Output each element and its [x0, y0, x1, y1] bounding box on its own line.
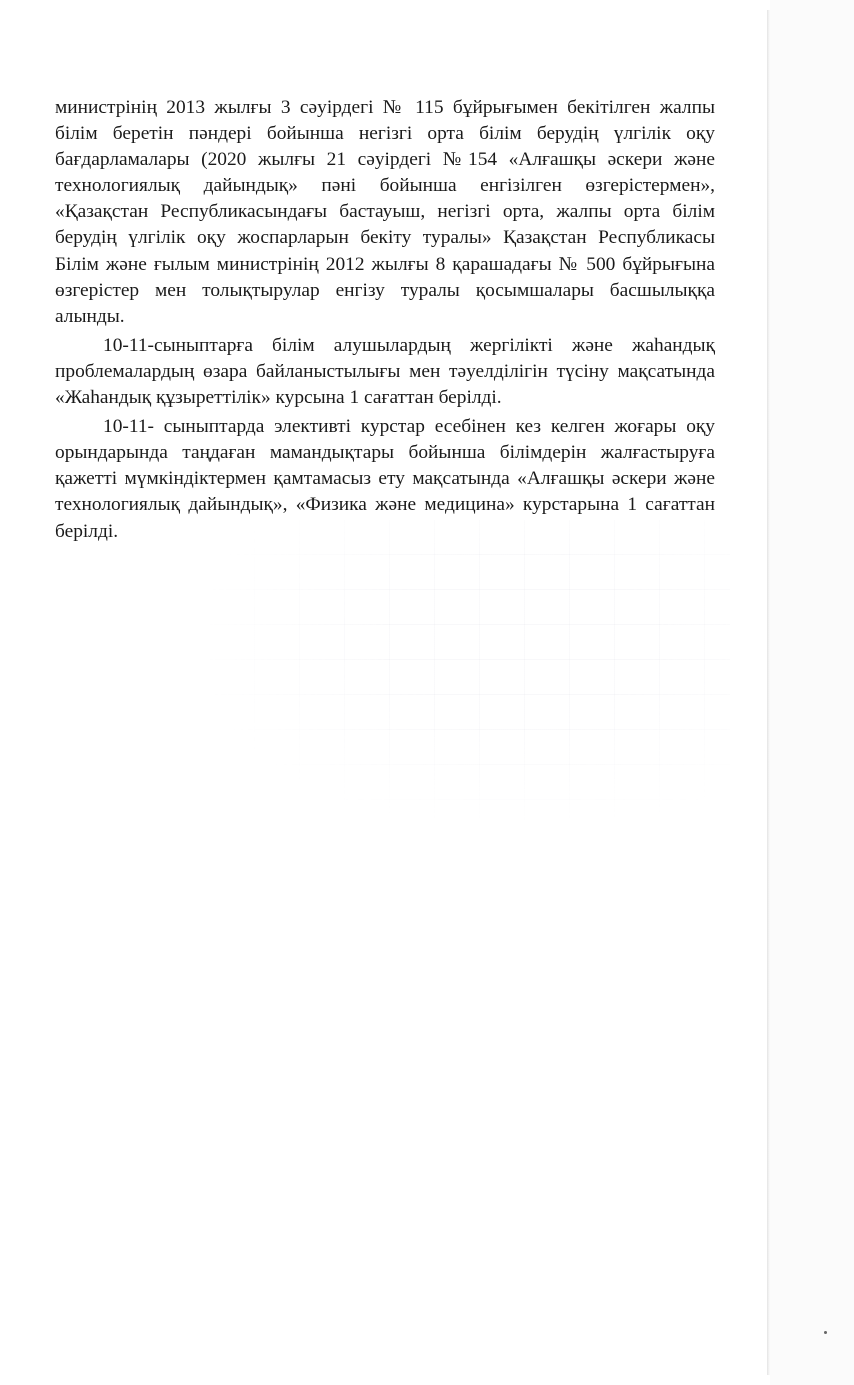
scan-speck: [824, 1331, 827, 1334]
scan-margin: [770, 0, 854, 1385]
show-through-table: [210, 520, 730, 820]
body-text: [55, 95, 715, 545]
paragraph-global-competence: 10-11-сыныптарға білім алушылардың жергілікті және жаһандық проблемалардың өзара байланыстылығы мен тәуелділігін түсіну мақсатында «Жаһандық құзыреттілік» курсына 1 сағаттан берілді.: [55, 334, 715, 409]
paragraph-elective-courses: 10-11- сыныптарда элективті курстар есебінен кез келген жоғары оқу орындарында таңдаған мамандықтары бойынша білімдерін жалғастыруға қажетті мүмкіндіктермен қамтамасыз ету мақсатында «Алғашқы әскери және технологиялық дайындық», «Физика және медицина» курстарына 1 сағаттан берілді.: [55, 416, 715, 542]
scan-edge: [767, 10, 770, 1375]
paragraph-continuation: министрінің 2013 жылғы 3 сәуірдегі № 115 бұйрығымен бекітілген жалпы білім беретін пәндері бойынша негізгі орта білім берудің үлгілік оқу бағдарламалары (2020 жылғы 21 сәуірдегі №154 «Алғашқы әскери және технологиялық дайындық» пәні бойынша енгізілген өзгерістермен», «Қазақстан Республикасындағы бастауыш, негізгі орта, жалпы орта білім берудің үлгілік оқу жоспарларын бекіту туралы» Қазақстан Республикасы Білім және ғылым министрінің 2012 жылғы 8 қарашадағы № 500 бұйрығына өзгерістер мен толықтырулар енгізу туралы қосымшалары басшылыққа алынды.: [55, 97, 715, 327]
